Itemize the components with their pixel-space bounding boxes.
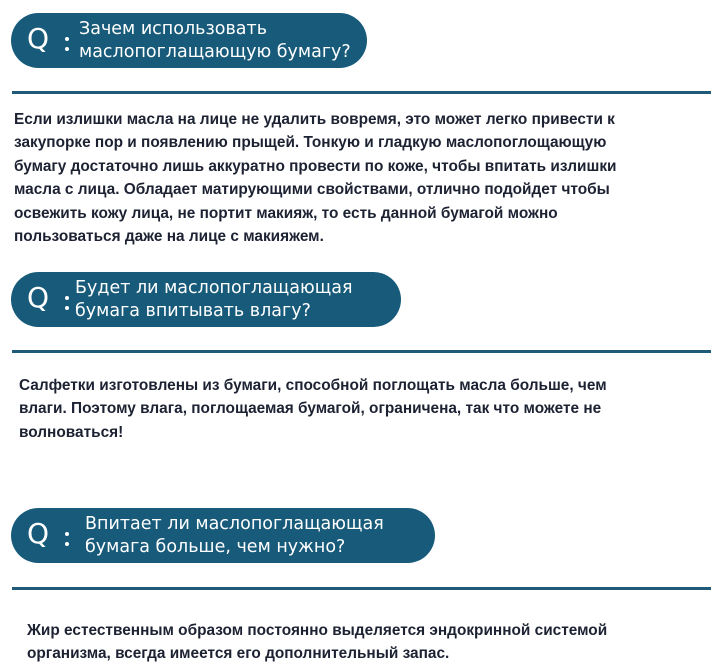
answer-line: Жир естественным образом постоянно выделяется эндокринной системой [27,622,608,639]
answer-line: закупорке пор и появлению прыщей. Тонкую и гладкую маслопоглощающую [14,134,607,152]
answer-line: Салфетки изготовлены из бумаги, способной поглощать масла больше, чем [19,377,607,394]
question-q-letter: Q [27,22,50,55]
question-text [79,18,351,64]
question-line: бумага впитывать влагу? [75,301,311,321]
answer-line: освежить кожу лица, не портит макияж, то есть данной бумагой можно [14,204,558,222]
divider [12,91,711,94]
answer-line: организма, всегда имеется его дополнительный запас. [27,645,450,663]
question-line: Впитает ли маслопоглащающая [85,514,384,534]
answer-line: масла с лица. Обладает матирующими свойствами, отлично подойдет чтобы [14,181,610,199]
question-q-letter: Q [27,517,50,550]
question-pill [11,13,367,68]
question-line: Зачем использовать [79,19,268,39]
question-line: бумага больше, чем нужно? [85,537,346,557]
answer-line: влаги. Поэтому влага, поглощаемая бумагой, ограничена, так что можете не [19,400,602,418]
divider [12,587,711,590]
answer-line: бумагу достаточно лишь аккуратно провести по коже, чтобы впитать излишки [14,157,617,175]
question-colon [65,296,69,316]
question-text [75,277,352,323]
answer-text [27,619,607,666]
question-line: Будет ли маслопоглащающая [75,278,353,298]
answer-line: Если излишки масла на лице не удалить вовремя, это может легко привести к [14,111,615,128]
answer-line: пользоваться даже на лице с макияжем. [14,228,324,246]
answer-line: волноваться! [19,423,124,441]
question-colon [65,37,69,57]
question-text [85,513,384,559]
question-pill [11,272,401,327]
question-pill [11,508,435,563]
question-q-letter: Q [27,281,50,314]
answer-text [19,374,607,444]
question-line: маслопоглащающую бумагу? [79,42,351,62]
divider [12,350,711,353]
question-colon [65,532,69,552]
answer-text [14,108,617,248]
